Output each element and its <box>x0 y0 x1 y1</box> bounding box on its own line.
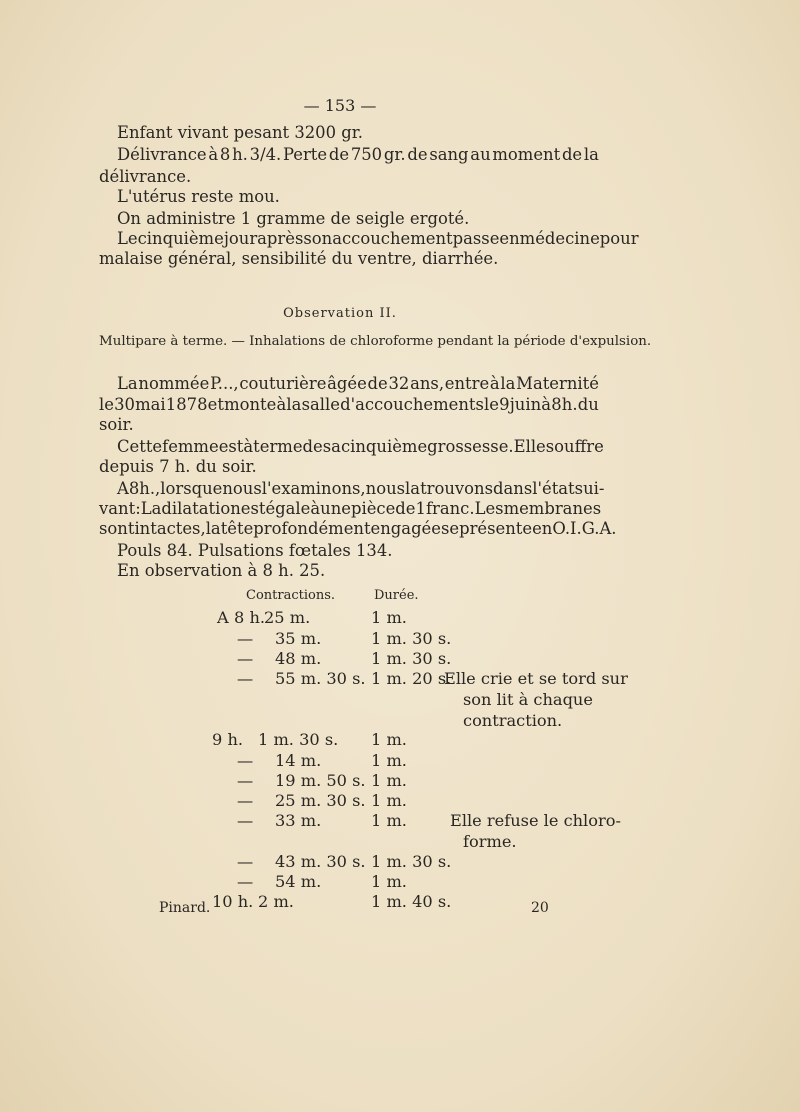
row-duree: 1 m. 30 s. <box>371 852 452 871</box>
row-time: 19 m. 50 s. <box>275 771 366 790</box>
row-hour: — <box>237 771 254 790</box>
row-hour: — <box>237 751 254 770</box>
intro-line: Délivrance à 8 h. 3/4. Perte de 750 gr. de sang au moment de la <box>117 145 599 164</box>
row-time: 48 m. <box>275 649 322 668</box>
row-time: 14 m. <box>275 751 322 770</box>
row-time: 55 m. 30 s. <box>275 669 366 688</box>
header-duree: Durée. <box>374 588 419 603</box>
row-time: 54 m. <box>275 872 322 891</box>
intro-line: On administre 1 gramme de seigle ergoté. <box>117 209 470 228</box>
row-hour: 9 h. <box>212 730 244 749</box>
body-line: Pouls 84. Pulsations fœtales 134. <box>117 541 393 560</box>
footer-signature-number: 20 <box>531 900 549 916</box>
body-line: sont intactes, la tête profondément engagée se présente en O. I. G. A. <box>99 519 617 538</box>
observation-heading: Observation II. <box>283 306 397 321</box>
body-line: soir. <box>99 415 134 434</box>
body-line: La nommée P..., couturière âgée de 32 ans, entre à la Maternité <box>117 374 599 393</box>
row-hour: — <box>237 811 254 830</box>
row-hour: — <box>237 852 254 871</box>
row-hour: — <box>237 669 254 688</box>
row-hour: — <box>237 649 254 668</box>
intro-line: Enfant vivant pesant 3200 gr. <box>117 123 363 142</box>
row-note: forme. <box>463 832 517 851</box>
row-duree: 1 m. <box>371 751 407 770</box>
intro-line: Le cinquième jour après son accouchement passe en médecine pour <box>117 229 639 248</box>
row-duree: 1 m. 20 s. <box>371 669 452 688</box>
row-note: son lit à chaque <box>463 690 593 709</box>
intro-line: délivrance. <box>99 167 192 186</box>
body-line: A 8 h., lorsque nous l'examinons, nous la trouvons dans l'état sui- <box>117 479 605 498</box>
row-duree: 1 m. 30 s. <box>371 629 452 648</box>
row-duree: 1 m. <box>371 872 407 891</box>
row-prefix: A <box>217 608 229 627</box>
body-line: le 30 mai 1878 et monte à la salle d'accouchements le 9 juin à 8 h. du <box>99 395 599 414</box>
intro-line: malaise général, sensibilité du ventre, diarrhée. <box>99 249 499 268</box>
row-duree: 1 m. <box>371 730 407 749</box>
row-time: 35 m. <box>275 629 322 648</box>
row-note: Elle refuse le chloro- <box>450 811 621 830</box>
row-hour: — <box>237 872 254 891</box>
row-note: Elle crie et se tord sur <box>444 669 628 688</box>
row-time: 43 m. 30 s. <box>275 852 366 871</box>
row-hour: 8 h. <box>234 608 266 627</box>
body-line: Cette femme est à terme de sa cinquième grossesse. Elle souffre <box>117 437 604 456</box>
row-duree: 1 m. <box>371 811 407 830</box>
body-line: depuis 7 h. du soir. <box>99 457 257 476</box>
row-duree: 1 m. <box>371 608 407 627</box>
row-note: contraction. <box>463 711 563 730</box>
body-line: vant : La dilatation est égale à une pièce de 1 franc. Les membranes <box>99 499 602 518</box>
header-contractions: Contractions. <box>246 588 336 603</box>
footer-author: Pinard. <box>159 900 211 916</box>
row-duree: 1 m. <box>371 791 407 810</box>
row-hour: — <box>237 629 254 648</box>
intro-line: L'utérus reste mou. <box>117 187 280 206</box>
row-time: 25 m. 30 s. <box>275 791 366 810</box>
row-time: 25 m. <box>264 608 311 627</box>
row-duree: 1 m. 30 s. <box>371 649 452 668</box>
row-duree: 1 m. 40 s. <box>371 892 452 911</box>
body-line: En observation à 8 h. 25. <box>117 561 326 580</box>
observation-subtitle: Multipare à terme. — Inhalations de chloroforme pendant la période d'expulsion. <box>99 334 652 349</box>
row-hour: — <box>237 791 254 810</box>
row-duree: 1 m. <box>371 771 407 790</box>
row-time: 1 m. 30 s. <box>258 730 339 749</box>
row-time: 33 m. <box>275 811 322 830</box>
row-time: 2 m. <box>258 892 294 911</box>
row-hour: 10 h. <box>212 892 254 911</box>
page-number: — 153 — <box>303 96 377 115</box>
